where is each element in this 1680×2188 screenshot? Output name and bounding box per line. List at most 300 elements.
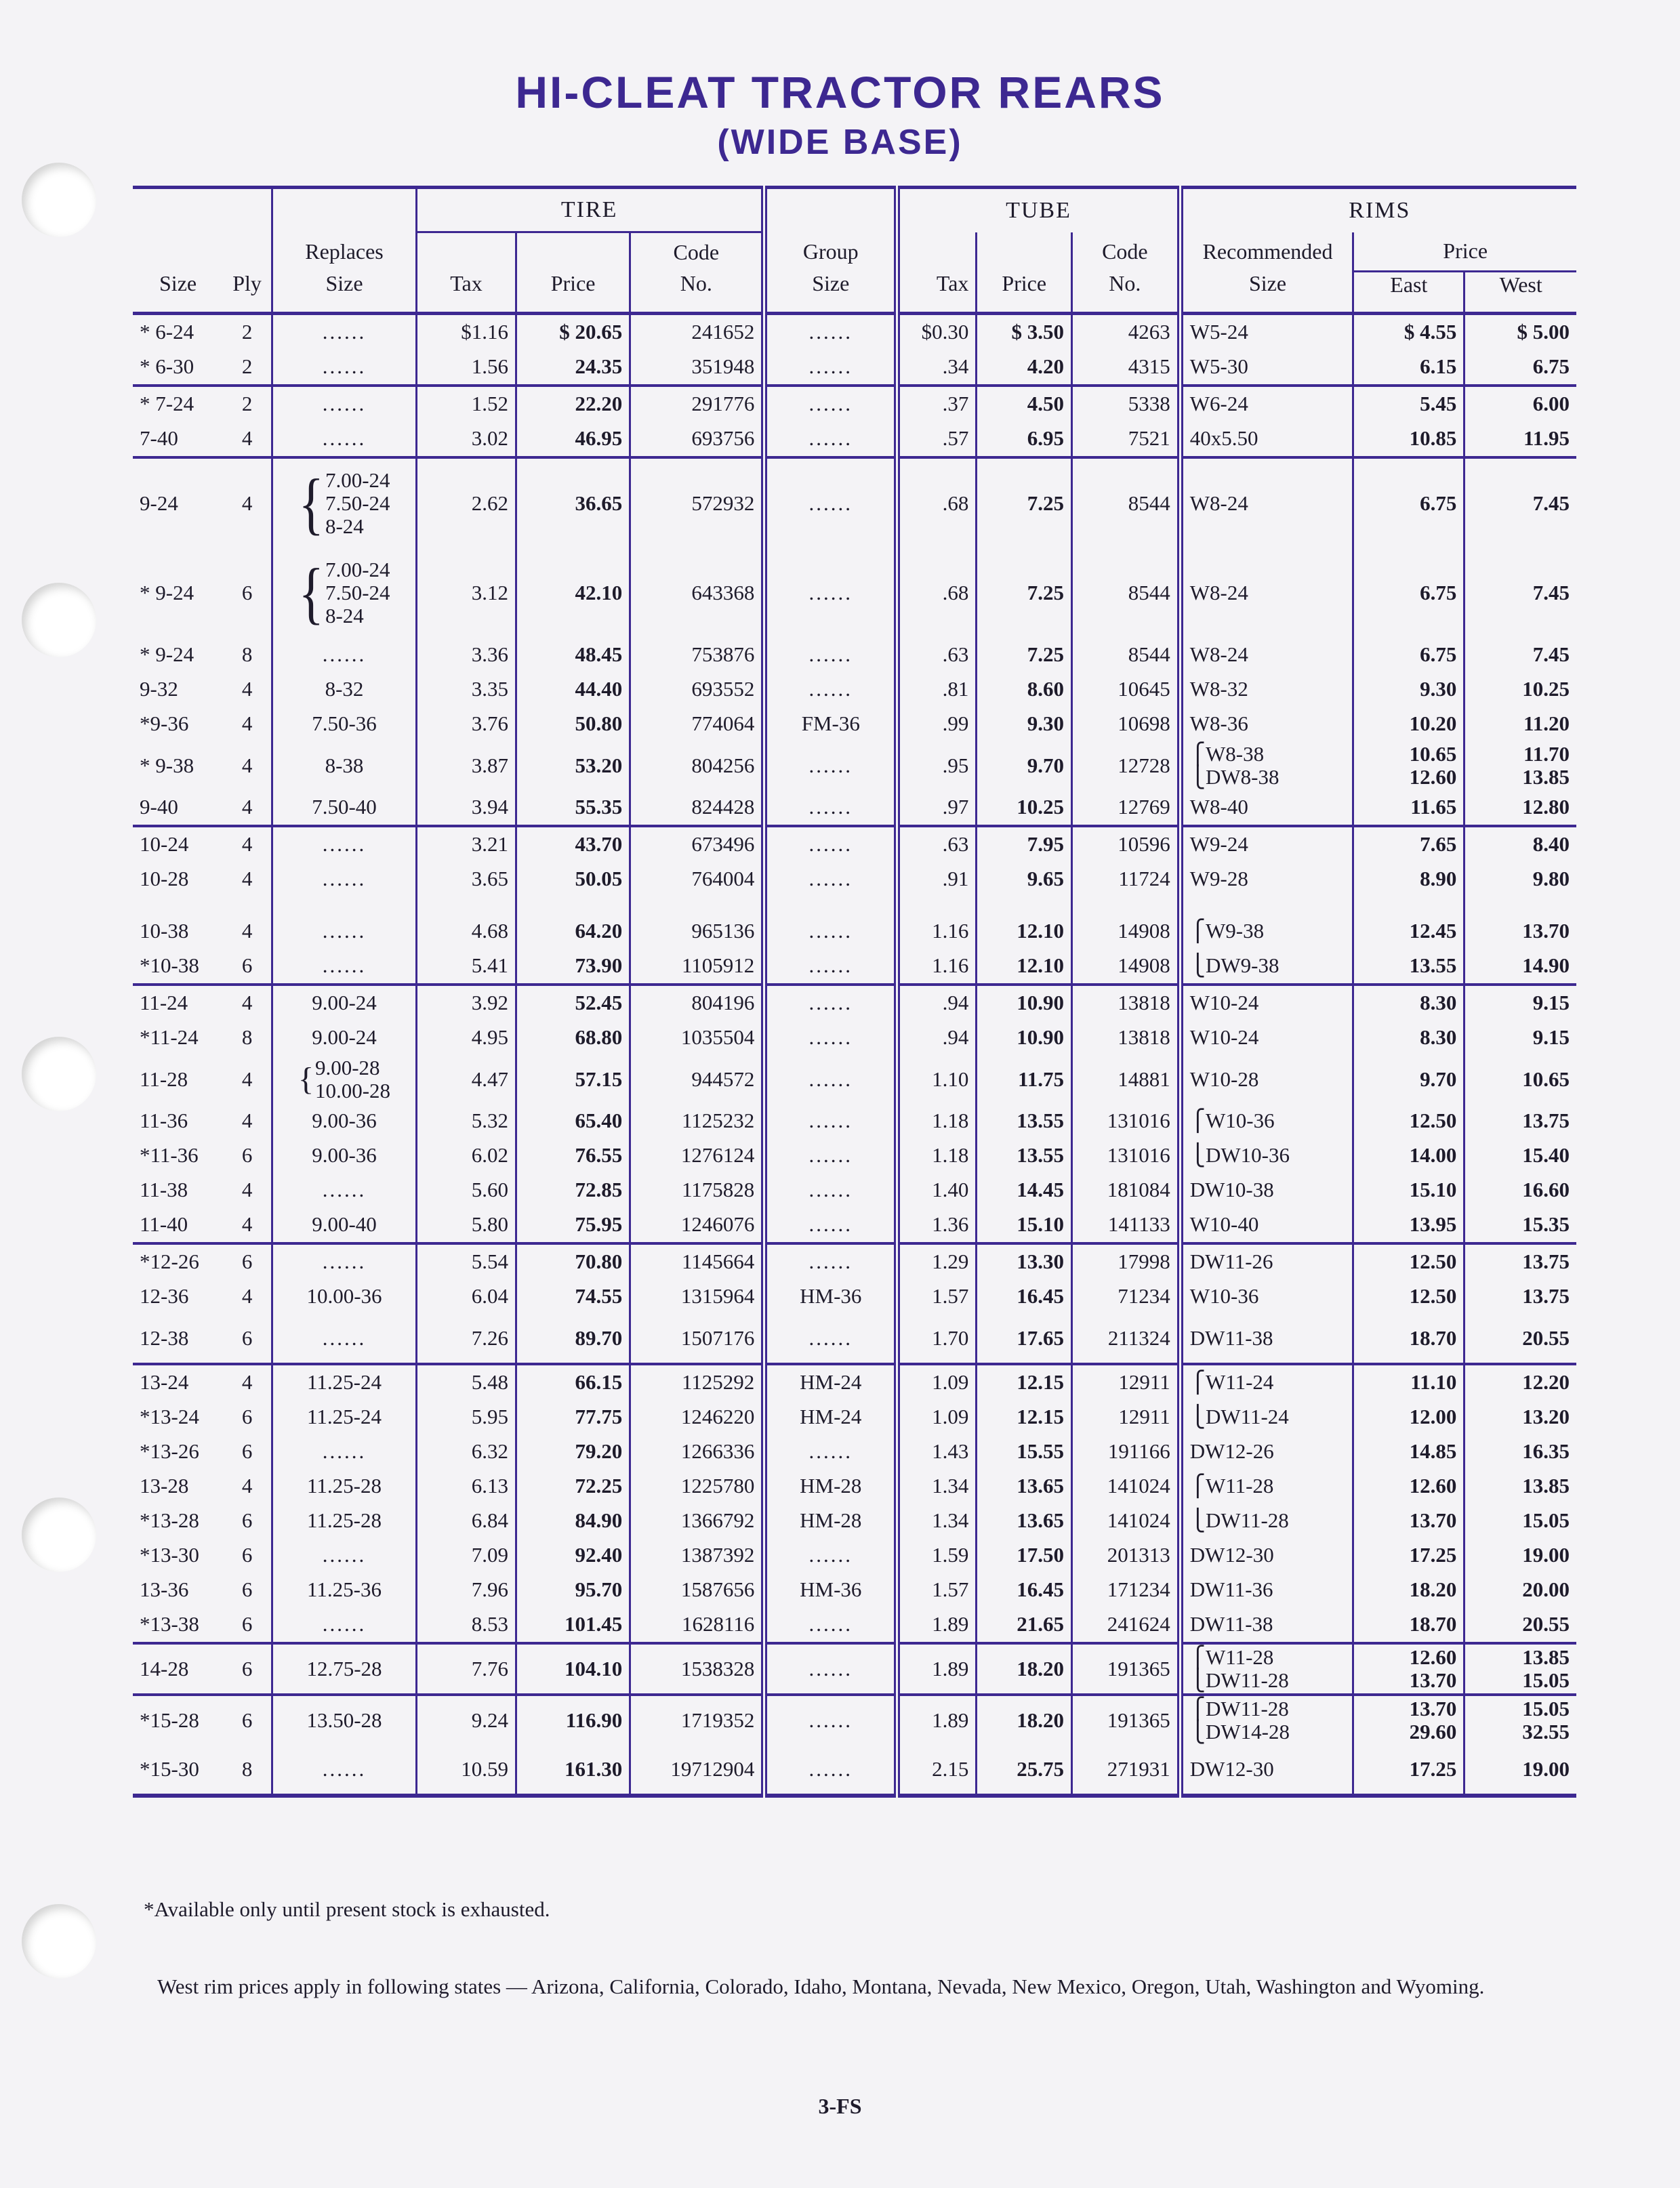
leader-dots: ...... bbox=[808, 491, 853, 515]
spacer-cell bbox=[516, 896, 630, 914]
cell-size: *13-24 bbox=[140, 1405, 199, 1428]
spacer-cell bbox=[133, 896, 223, 914]
cell-rim-size: W8-40 bbox=[1180, 790, 1353, 826]
table-row bbox=[133, 862, 1576, 896]
leader-dots: ...... bbox=[322, 867, 367, 890]
cell-ply: 4 bbox=[241, 491, 253, 515]
replaces-list bbox=[325, 558, 390, 627]
cell-tire-code: 673496 bbox=[630, 826, 764, 862]
spacer-cell bbox=[223, 896, 272, 914]
cell-rim-size-item bbox=[1190, 743, 1346, 766]
cell-tube-tax: .34 bbox=[897, 350, 977, 386]
table-row bbox=[133, 421, 1576, 457]
cell-rim-east-value: 12.60 bbox=[1409, 764, 1457, 789]
brace-glyph: ⎩ bbox=[1189, 1719, 1206, 1743]
cell-rim-east: 11.65 bbox=[1353, 790, 1464, 826]
table-row bbox=[133, 350, 1576, 386]
cell-size: * 9-24 bbox=[140, 642, 194, 666]
cell-tire-tax: 3.12 bbox=[417, 548, 516, 638]
brace-glyph: { bbox=[298, 464, 324, 541]
cell-tube-tax: 1.43 bbox=[897, 1434, 977, 1469]
cell-tube-tax: .68 bbox=[897, 548, 977, 638]
cell-group-size bbox=[764, 985, 897, 1020]
cell-tube-price: 17.65 bbox=[977, 1314, 1072, 1364]
header-blank-size bbox=[133, 188, 223, 232]
cell-rim-size bbox=[1180, 1400, 1353, 1434]
cell-rim-west: 11.20 bbox=[1464, 707, 1576, 741]
replaces-item: 8-24 bbox=[325, 514, 364, 538]
spacer-cell bbox=[977, 896, 1072, 914]
binder-hole-4 bbox=[22, 1498, 96, 1572]
leader-dots: ...... bbox=[322, 426, 367, 450]
cell-replaces bbox=[272, 638, 417, 672]
cell-replaces: 13.50-28 bbox=[272, 1695, 417, 1745]
cell-tube-code: 131016 bbox=[1071, 1104, 1180, 1138]
cell-rim-east-item bbox=[1361, 766, 1456, 789]
cell-ply: 4 bbox=[241, 1178, 253, 1201]
cell-tube-code: 14908 bbox=[1071, 949, 1180, 985]
cell-rim-size: W5-24 bbox=[1180, 313, 1353, 350]
cell-group-size bbox=[764, 1207, 897, 1243]
cell-ply: 6 bbox=[241, 1612, 253, 1636]
table-group bbox=[133, 386, 1576, 457]
leader-dots: ...... bbox=[322, 1543, 367, 1567]
cell-size: 10-38 bbox=[140, 919, 189, 943]
cell-rim-east-item bbox=[1361, 1697, 1456, 1720]
header-blank-tube-price bbox=[977, 232, 1072, 272]
cell-tire-code: 1366792 bbox=[630, 1504, 764, 1538]
cell-group-size bbox=[764, 790, 897, 826]
cell-tube-code: 8544 bbox=[1071, 638, 1180, 672]
leader-dots: ...... bbox=[808, 1543, 853, 1567]
cell-rim-east: 14.00 bbox=[1353, 1138, 1464, 1173]
cell-replaces: 7.50-36 bbox=[272, 707, 417, 741]
cell-rim-size-value: W9-38 bbox=[1205, 919, 1265, 943]
cell-tire-code: 824428 bbox=[630, 790, 764, 826]
table-row bbox=[133, 1643, 1576, 1695]
cell-ply: 2 bbox=[241, 392, 253, 415]
header-tube-tax: Tax bbox=[897, 271, 977, 313]
page-number: 3-FS bbox=[818, 2094, 862, 2118]
table-row bbox=[133, 1400, 1576, 1434]
cell-tire-tax: 5.60 bbox=[417, 1173, 516, 1207]
cell-tire-code: 693552 bbox=[630, 672, 764, 707]
cell-group-size bbox=[764, 350, 897, 386]
cell-rim-east-value: 13.70 bbox=[1409, 1668, 1457, 1692]
cell-rim-size-item bbox=[1190, 1697, 1346, 1720]
table-row bbox=[133, 826, 1576, 862]
binder-hole-2 bbox=[22, 583, 96, 657]
cell-tube-price: 13.55 bbox=[977, 1138, 1072, 1173]
cell-tube-price: 4.50 bbox=[977, 386, 1072, 421]
cell-tube-tax: 1.57 bbox=[897, 1573, 977, 1607]
cell-ply: 4 bbox=[241, 753, 253, 777]
leader-dots: ...... bbox=[808, 1612, 853, 1636]
table-row bbox=[133, 1745, 1576, 1796]
cell-tube-price: 7.95 bbox=[977, 826, 1072, 862]
cell-tire-price: 53.20 bbox=[516, 741, 630, 790]
cell-rim-size-value: W8-38 bbox=[1205, 741, 1265, 766]
table-row bbox=[133, 672, 1576, 707]
cell-tube-tax: 1.57 bbox=[897, 1279, 977, 1314]
cell-tire-tax: 6.84 bbox=[417, 1504, 516, 1538]
cell-replaces bbox=[272, 421, 417, 457]
cell-size: 11-36 bbox=[140, 1109, 188, 1132]
cell-ply: 4 bbox=[241, 1370, 253, 1394]
cell-tube-code: 141133 bbox=[1071, 1207, 1180, 1243]
cell-tube-price: 8.60 bbox=[977, 672, 1072, 707]
cell-rim-size-value: W11-24 bbox=[1205, 1370, 1274, 1394]
cell-tube-code: 12769 bbox=[1071, 790, 1180, 826]
table-row bbox=[133, 1538, 1576, 1573]
cell-group-size bbox=[764, 1695, 897, 1745]
cell-tire-tax: 3.65 bbox=[417, 862, 516, 896]
cell-tube-code: 8544 bbox=[1071, 548, 1180, 638]
brace-glyph: ⎩ bbox=[1189, 764, 1206, 789]
cell-ply: 2 bbox=[241, 320, 253, 344]
cell-rim-west: 11.95 bbox=[1464, 421, 1576, 457]
cell-tire-tax: 5.80 bbox=[417, 1207, 516, 1243]
header-tire-tax: Tax bbox=[417, 271, 516, 313]
cell-replaces bbox=[272, 1434, 417, 1469]
cell-replaces bbox=[272, 1243, 417, 1279]
header-recommended: Recommended bbox=[1180, 232, 1353, 272]
spacer-cell bbox=[1353, 896, 1464, 914]
cell-rim-west-value: 11.70 bbox=[1523, 741, 1570, 766]
cell-tube-tax: 2.15 bbox=[897, 1745, 977, 1796]
leader-dots: ...... bbox=[808, 1109, 853, 1132]
cell-ply: 4 bbox=[241, 795, 253, 819]
cell-size: 9-24 bbox=[140, 491, 178, 515]
cell-rim-size: W10-40 bbox=[1180, 1207, 1353, 1243]
header-ply: Ply bbox=[232, 271, 262, 295]
leader-dots: ...... bbox=[808, 426, 853, 450]
cell-size: *10-38 bbox=[140, 953, 199, 977]
cell-group-size bbox=[764, 672, 897, 707]
cell-rim-size-item bbox=[1190, 1646, 1346, 1669]
cell-tire-price: 95.70 bbox=[516, 1573, 630, 1607]
cell-tire-code: 19712904 bbox=[630, 1745, 764, 1796]
leader-dots: ...... bbox=[808, 919, 853, 943]
cell-tire-tax: $1.16 bbox=[417, 313, 516, 350]
cell-tube-price: 16.45 bbox=[977, 1573, 1072, 1607]
cell-tube-code: 4263 bbox=[1071, 313, 1180, 350]
cell-tube-code: 14881 bbox=[1071, 1055, 1180, 1104]
cell-tire-price: 65.40 bbox=[516, 1104, 630, 1138]
cell-rim-size: DW11-26 bbox=[1180, 1243, 1353, 1279]
cell-tube-code: 131016 bbox=[1071, 1138, 1180, 1173]
table-row bbox=[133, 1469, 1576, 1504]
brace-glyph: ⎧ bbox=[1189, 741, 1206, 766]
cell-tire-code: 764004 bbox=[630, 862, 764, 896]
cell-tire-price: 50.80 bbox=[516, 707, 630, 741]
cell-tube-code: 10596 bbox=[1071, 826, 1180, 862]
cell-tube-price: 13.30 bbox=[977, 1243, 1072, 1279]
header-tube: TUBE bbox=[897, 188, 1180, 232]
cell-tube-tax: .81 bbox=[897, 672, 977, 707]
header-blank-group bbox=[764, 188, 897, 232]
cell-rim-east bbox=[1353, 1643, 1464, 1695]
cell-size: 7-40 bbox=[140, 426, 178, 450]
cell-tire-code: 804196 bbox=[630, 985, 764, 1020]
cell-tire-tax: 1.56 bbox=[417, 350, 516, 386]
cell-group-size bbox=[764, 741, 897, 790]
cell-rim-east: 18.70 bbox=[1353, 1314, 1464, 1364]
cell-tube-tax: 1.16 bbox=[897, 949, 977, 985]
cell-ply: 4 bbox=[241, 426, 253, 450]
cell-rim-east-item bbox=[1361, 1720, 1456, 1743]
cell-rim-east: 10.20 bbox=[1353, 707, 1464, 741]
cell-replaces bbox=[272, 1607, 417, 1643]
brace-glyph: ⎧ bbox=[1189, 1474, 1206, 1498]
table-row bbox=[133, 1104, 1576, 1138]
cell-tire-tax: 3.02 bbox=[417, 421, 516, 457]
cell-tube-tax: 1.89 bbox=[897, 1607, 977, 1643]
cell-rim-west: $ 5.00 bbox=[1464, 313, 1576, 350]
cell-tire-code: 241652 bbox=[630, 313, 764, 350]
cell-rim-east: 11.10 bbox=[1353, 1364, 1464, 1400]
cell-tube-price: 18.20 bbox=[977, 1695, 1072, 1745]
cell-size: 12-36 bbox=[140, 1284, 189, 1308]
cell-tube-price: 17.50 bbox=[977, 1538, 1072, 1573]
cell-tube-code: 10698 bbox=[1071, 707, 1180, 741]
cell-tube-tax: 1.34 bbox=[897, 1469, 977, 1504]
cell-replaces: 12.75-28 bbox=[272, 1643, 417, 1695]
spacer-cell bbox=[1464, 896, 1576, 914]
cell-tire-code: 291776 bbox=[630, 386, 764, 421]
cell-rim-east bbox=[1353, 741, 1464, 790]
cell-tire-tax: 7.96 bbox=[417, 1573, 516, 1607]
cell-replaces bbox=[272, 949, 417, 985]
cell-replaces bbox=[272, 1055, 417, 1104]
cell-rim-size-item bbox=[1190, 1669, 1346, 1692]
cell-rim-east: 8.90 bbox=[1353, 862, 1464, 896]
leader-dots: ...... bbox=[808, 1250, 853, 1273]
cell-rim-size-value: DW11-24 bbox=[1205, 1405, 1289, 1428]
cell-tube-tax: .91 bbox=[897, 862, 977, 896]
cell-rim-size: DW11-38 bbox=[1180, 1314, 1353, 1364]
cell-size: 13-36 bbox=[140, 1577, 189, 1601]
cell-tire-tax: 6.02 bbox=[417, 1138, 516, 1173]
leader-dots: ...... bbox=[808, 580, 853, 604]
brace-glyph: ⎩ bbox=[1189, 1668, 1206, 1692]
cell-tire-price: 52.45 bbox=[516, 985, 630, 1020]
cell-tire-tax: 8.53 bbox=[417, 1607, 516, 1643]
spacer-cell bbox=[764, 896, 897, 914]
cell-rim-west: 16.60 bbox=[1464, 1173, 1576, 1207]
cell-ply: 4 bbox=[241, 711, 253, 735]
brace-glyph: ⎩ bbox=[1189, 1508, 1206, 1532]
cell-rim-west: 7.45 bbox=[1464, 548, 1576, 638]
cell-rim-west bbox=[1464, 1695, 1576, 1745]
cell-ply: 6 bbox=[241, 1508, 253, 1532]
cell-size: 14-28 bbox=[140, 1656, 189, 1680]
cell-rim-east-item bbox=[1361, 1669, 1456, 1692]
cell-rim-west: 16.35 bbox=[1464, 1434, 1576, 1469]
cell-rim-size bbox=[1180, 1504, 1353, 1538]
cell-group-size: HM-36 bbox=[764, 1573, 897, 1607]
cell-replaces bbox=[272, 1745, 417, 1796]
brace-glyph: { bbox=[298, 554, 324, 631]
cell-rim-west: 13.20 bbox=[1464, 1400, 1576, 1434]
spacer-cell bbox=[272, 896, 417, 914]
cell-tube-price: 7.25 bbox=[977, 638, 1072, 672]
cell-replaces: 9.00-40 bbox=[272, 1207, 417, 1243]
cell-tube-tax: $0.30 bbox=[897, 313, 977, 350]
cell-tube-price: 9.70 bbox=[977, 741, 1072, 790]
cell-tire-price: 22.20 bbox=[516, 386, 630, 421]
cell-tube-code: 181084 bbox=[1071, 1173, 1180, 1207]
header-size: Size bbox=[159, 271, 197, 295]
cell-tube-price: 13.65 bbox=[977, 1469, 1072, 1504]
cell-ply: 6 bbox=[241, 1325, 253, 1350]
cell-group-size: HM-28 bbox=[764, 1504, 897, 1538]
cell-tire-code: 1315964 bbox=[630, 1279, 764, 1314]
cell-tire-code: 693756 bbox=[630, 421, 764, 457]
cell-ply: 6 bbox=[241, 1143, 253, 1167]
cell-group-size bbox=[764, 1643, 897, 1695]
cell-tire-price: 77.75 bbox=[516, 1400, 630, 1434]
cell-group-size bbox=[764, 1055, 897, 1104]
cell-tire-price: 66.15 bbox=[516, 1364, 630, 1400]
cell-replaces bbox=[272, 350, 417, 386]
cell-tube-price: 11.75 bbox=[977, 1055, 1072, 1104]
cell-replaces: 11.25-24 bbox=[272, 1400, 417, 1434]
cell-tire-price: 70.80 bbox=[516, 1243, 630, 1279]
header-blank-tube-tax bbox=[897, 232, 977, 272]
table-row bbox=[133, 457, 1576, 548]
header-tire-price: Price bbox=[516, 271, 630, 313]
binder-hole-3 bbox=[22, 1037, 96, 1111]
cell-tube-code: 171234 bbox=[1071, 1573, 1180, 1607]
cell-ply: 4 bbox=[241, 1474, 253, 1498]
cell-rim-size: DW12-30 bbox=[1180, 1538, 1353, 1573]
cell-tube-tax: 1.18 bbox=[897, 1104, 977, 1138]
cell-replaces: 11.25-28 bbox=[272, 1469, 417, 1504]
leader-dots: ...... bbox=[322, 1756, 367, 1781]
cell-rim-west-value: 15.05 bbox=[1522, 1668, 1570, 1692]
cell-rim-east: 9.70 bbox=[1353, 1055, 1464, 1104]
cell-replaces: 8-38 bbox=[272, 741, 417, 790]
cell-tube-price: 18.20 bbox=[977, 1643, 1072, 1695]
leader-dots: ...... bbox=[808, 832, 853, 856]
replaces-item: 10.00-28 bbox=[314, 1078, 391, 1102]
leader-dots: ...... bbox=[808, 1025, 853, 1049]
cell-tire-price: 48.45 bbox=[516, 638, 630, 672]
cell-rim-size: DW10-38 bbox=[1180, 1173, 1353, 1207]
cell-group-size bbox=[764, 1020, 897, 1055]
cell-tire-code: 774064 bbox=[630, 707, 764, 741]
cell-rim-size-value: DW8-38 bbox=[1205, 764, 1279, 789]
brace-glyph: ⎧ bbox=[1189, 919, 1206, 943]
cell-group-size bbox=[764, 914, 897, 949]
cell-tire-code: 1035504 bbox=[630, 1020, 764, 1055]
cell-rim-east: 9.30 bbox=[1353, 672, 1464, 707]
replaces-item: 9.00-28 bbox=[314, 1055, 380, 1079]
leader-dots: ...... bbox=[322, 1325, 367, 1350]
cell-rim-size bbox=[1180, 914, 1353, 949]
leader-dots: ...... bbox=[322, 320, 367, 344]
cell-replaces: 11.25-24 bbox=[272, 1364, 417, 1400]
cell-tube-price: 10.90 bbox=[977, 985, 1072, 1020]
cell-rim-east-value: 29.60 bbox=[1409, 1719, 1457, 1743]
cell-tube-tax: .63 bbox=[897, 826, 977, 862]
cell-replaces: 8-32 bbox=[272, 672, 417, 707]
cell-tire-code: 351948 bbox=[630, 350, 764, 386]
cell-size: *13-30 bbox=[140, 1543, 199, 1567]
leader-dots: ...... bbox=[322, 354, 367, 378]
header-tire-no: No. bbox=[630, 271, 764, 313]
cell-rim-size-item bbox=[1190, 766, 1346, 789]
cell-tube-price: 16.45 bbox=[977, 1279, 1072, 1314]
cell-size: 11-38 bbox=[140, 1178, 188, 1201]
cell-group-size bbox=[764, 1538, 897, 1573]
table-row bbox=[133, 914, 1576, 949]
cell-tire-price: 92.40 bbox=[516, 1538, 630, 1573]
cell-rim-size bbox=[1180, 1138, 1353, 1173]
cell-rim-size-value: DW11-28 bbox=[1205, 1696, 1289, 1720]
cell-rim-east: 6.75 bbox=[1353, 638, 1464, 672]
header-rim-price: Price bbox=[1353, 232, 1576, 272]
cell-tire-code: 1276124 bbox=[630, 1138, 764, 1173]
cell-rim-size bbox=[1180, 1643, 1353, 1695]
leader-dots: ...... bbox=[808, 1212, 853, 1236]
cell-ply: 6 bbox=[241, 1439, 253, 1463]
cell-group-size: HM-24 bbox=[764, 1400, 897, 1434]
cell-rim-east bbox=[1353, 1695, 1464, 1745]
cell-ply: 6 bbox=[241, 1250, 253, 1273]
cell-tube-tax: 1.34 bbox=[897, 1504, 977, 1538]
cell-tire-code: 1225780 bbox=[630, 1469, 764, 1504]
leader-dots: ...... bbox=[322, 919, 367, 943]
cell-rim-size-value: DW10-36 bbox=[1205, 1143, 1290, 1167]
cell-ply: 6 bbox=[241, 1656, 253, 1680]
cell-ply: 2 bbox=[241, 354, 253, 378]
cell-ply: 4 bbox=[241, 677, 253, 701]
cell-ply: 6 bbox=[241, 580, 253, 604]
cell-group-size bbox=[764, 1138, 897, 1173]
cell-tube-code: 191365 bbox=[1071, 1643, 1180, 1695]
cell-rim-size: W6-24 bbox=[1180, 386, 1353, 421]
table-row bbox=[133, 1243, 1576, 1279]
cell-size: 10-24 bbox=[140, 832, 189, 856]
cell-rim-size: W8-36 bbox=[1180, 707, 1353, 741]
cell-rim-size: W10-36 bbox=[1180, 1279, 1353, 1314]
header-blank-size-2 bbox=[133, 232, 223, 272]
cell-rim-size: DW12-30 bbox=[1180, 1745, 1353, 1796]
table-group bbox=[133, 826, 1576, 985]
cell-tire-tax: 3.35 bbox=[417, 672, 516, 707]
cell-rim-east-item bbox=[1361, 1646, 1456, 1669]
cell-tire-code: 1628116 bbox=[630, 1607, 764, 1643]
leader-dots: ...... bbox=[808, 320, 853, 344]
brace-glyph: ⎧ bbox=[1189, 1696, 1206, 1720]
cell-rim-west: 9.80 bbox=[1464, 862, 1576, 896]
cell-replaces: 11.25-28 bbox=[272, 1504, 417, 1538]
cell-tube-code: 4315 bbox=[1071, 350, 1180, 386]
header-replaces-size: Size bbox=[272, 271, 417, 313]
cell-tire-code: 753876 bbox=[630, 638, 764, 672]
cell-tube-price: 12.15 bbox=[977, 1400, 1072, 1434]
cell-rim-east: 15.10 bbox=[1353, 1173, 1464, 1207]
cell-tire-price: 104.10 bbox=[516, 1643, 630, 1695]
cell-replaces bbox=[272, 1173, 417, 1207]
cell-rim-size-item bbox=[1190, 1720, 1346, 1743]
cell-tire-tax: 4.47 bbox=[417, 1055, 516, 1104]
table-row bbox=[133, 1573, 1576, 1607]
cell-rim-east: 17.25 bbox=[1353, 1538, 1464, 1573]
cell-ply: 4 bbox=[241, 832, 253, 856]
